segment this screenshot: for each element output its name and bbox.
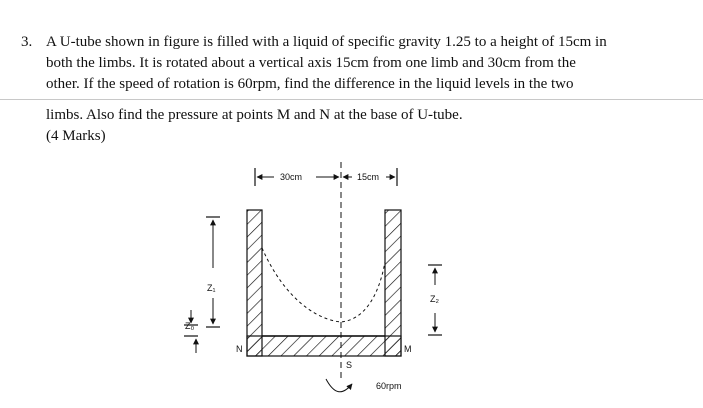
point-n-label: N — [236, 344, 243, 354]
question-number: 3. — [21, 34, 33, 50]
z2-label: Z₂ — [430, 294, 439, 304]
liquid-free-surface — [262, 248, 385, 322]
question-line-4: limbs. Also find the pressure at points M and N at the base of U-tube. — [46, 107, 463, 123]
question-line-3: other. If the speed of rotation is 60rpm, find the difference in the liquid levels in the two — [46, 76, 574, 92]
question-line-1: A U-tube shown in figure is filled with a liquid of specific gravity 1.25 to a height of 15cm in — [46, 34, 607, 50]
z1-dimension — [206, 217, 220, 327]
point-s-label: S — [346, 360, 353, 370]
dim-15cm-label: 15cm — [357, 172, 380, 182]
z1-label: Z₁ — [207, 283, 216, 293]
z0-label: Z₀ — [185, 321, 195, 331]
marks-label: (4 Marks) — [46, 128, 106, 144]
question-line-2: both the limbs. It is rotated about a vertical axis 15cm from one limb and 30cm from the — [46, 55, 576, 71]
dim-30cm-label: 30cm — [280, 172, 303, 182]
speed-label: 60rpm — [376, 381, 402, 391]
z0-dimension — [184, 310, 198, 353]
u-tube-walls — [247, 210, 401, 356]
rotation-arrow — [326, 379, 352, 392]
point-m-label: M — [404, 344, 412, 354]
